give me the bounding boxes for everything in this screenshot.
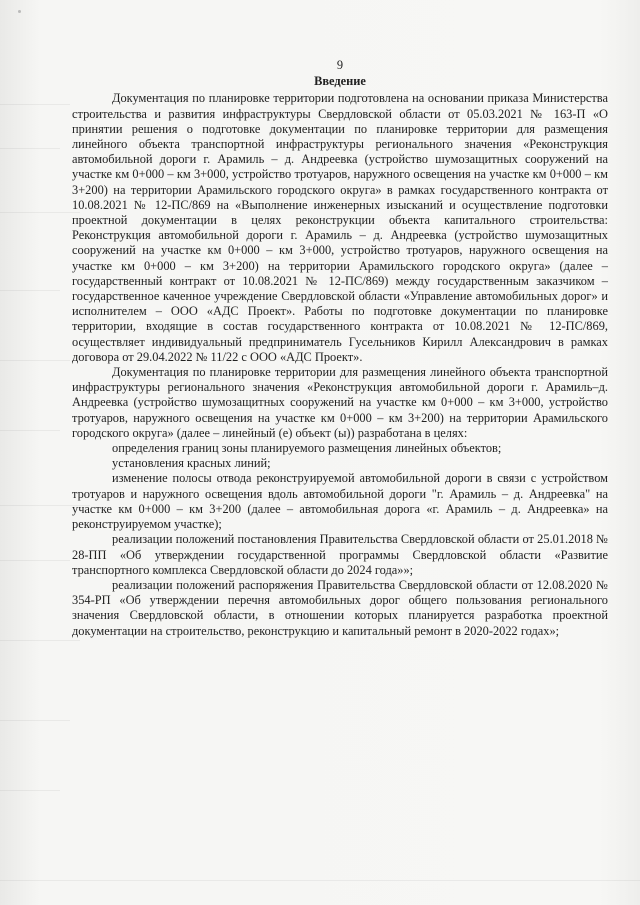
goal-item-2: установления красных линий; — [112, 456, 271, 471]
goal-item-5: реализации положений распоряжения Правительства Свердловской области от 12.08.2020 № 354-РП «Об утверждении перечня автомобильных дорог общего пользования регионального значения Свердловской области, в отношении которых планируется разработка проектной документации на строительство, реконструкцию и капитальный ремонт в 2020-2022 годах»; — [72, 577, 608, 638]
goal-item-3: изменение полосы отвода реконструируемой автомобильной дороги в связи с устройством тротуаров и наружного освещения вдоль автомобильной дороги "г. Арамиль – д. Андреевка" на участке км 0+000 – км 3+200 (далее – автомобильная дорога «г. Арамиль – д. Андреевка» на реконструируемом участке); — [72, 471, 608, 532]
scan-speck — [18, 10, 21, 13]
paragraph-1: Документация по планировке территории подготовлена на основании приказа Министерства строительства и развития инфраструктуры Свердловской области от 05.03.2021 № 163-П «О принятии решения о подготовке документации по планировке территории для размещения линейного объекта транспортной инфраструктуры регионального значения «Реконструкция автомобильной дороги г. Арамиль – д. Андреевка (устройство шумозащитных сооружений на участке км 0+000 – км 3+000, устройство тротуаров, наружного освещения на участке км 0+000 – км 3+200) на территории Арамильского городского округа» в рамках государственного контракта от 10.08.2021 № 12-ПС/869 на «Выполнение инженерных изысканий и осуществление подготовки проектной документации в целях реконструкции объекта капитального строительства: Реконструкция автомобильной дороги г. Арамиль – д. Андреевка (устройство шумозащитных сооружений на участке км 0+000 – км 3+000, устройство тротуаров, наружного освещения на участке км 0+000 – км 3+200) на территории Арамильского городского округа» (далее – государственный контракт от 10.08.2021 № 12-ПС/869) между государственным заказчиком – государственное каченное учреждение Свердловской области «Управление автомобильных дорог» и исполнителем – ООО «АДС Проект». Работы по подготовке документации по планировке территории, входящие в состав государственного контракта от 10.08.2021 № 12-ПС/869, осуществляет индивидуальный предприниматель Гусельников Кирилл Александрович в рамках договора от 29.04.2022 № 11/22 с ООО «АДС Проект». — [72, 91, 608, 364]
document-body — [72, 58, 608, 639]
section-title: Введение — [314, 74, 366, 89]
goal-item-1: определения границ зоны планируемого размещения линейных объектов; — [112, 441, 502, 456]
page-number: 9 — [336, 58, 344, 72]
goal-item-4: реализации положений постановления Правительства Свердловской области от 25.01.2018 № 28-ПП «Об утверждении государственной программы Свердловской области «Развитие транспортного комплекса Свердловской области до 2024 года»»; — [72, 532, 608, 577]
paragraph-2: Документация по планировке территории для размещения линейного объекта транспортной инфраструктуры регионального значения «Реконструкция автомобильной дороги г. Арамиль–д. Андреевка (устройство шумозащитных сооружений на участке км 0+000 – км 3+000, устройство тротуаров, наружного освещения на участке км 0+000 – км 3+200) на территории Арамильского городского округа» (далее – линейный (е) объект (ы)) разработана в целях: — [72, 365, 608, 440]
